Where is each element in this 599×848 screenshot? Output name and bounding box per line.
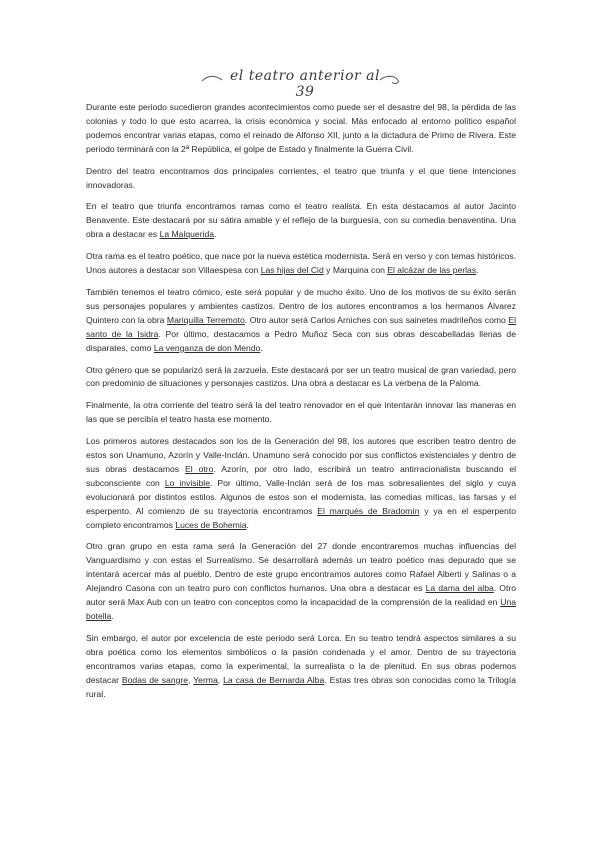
work-title: Las hijas del Cid [260,265,324,276]
paragraph-text: Otro género que se popularizó será la zarzuela. Este destacará por ser un teatro musical de gran variedad, pero con predominio de situaciones y personajes castizos. Una obra a destacar es La verbena de la Paloma. [86,364,516,389]
paragraph-text: Finalmente, la otra corriente del teatro será la del teatro renovador en el que intentarán innovar las maneras en las que se percibía el teatro hasta ese momento. [86,400,516,425]
work-title: Luces de Bohemia [175,519,247,530]
paragraph-text: y ya en el esperpento completo encontramos [86,505,516,530]
paragraph-text: . Otro autor será Carlos Arniches con sus sainetes madrileños como [244,314,509,325]
paragraph-text: . [214,229,217,240]
work-title: Una botella [86,597,516,621]
paragraph-text: En el teatro que triunfa encontramos ramas como el teatro realista. En esta destacamos al autor Jacinto Benavente. Este destacará por su sátira amable y el reflejo de la burguesía, con su comedia benaventina. Una obra a destacar es [86,201,516,240]
paragraph [86,399,516,427]
paragraph-text: . Otro autor será Max Aub con un teatro con conceptos como la incapacidad de la comprensión de la realidad en [86,583,516,608]
work-title: El alcázar de las perlas [387,265,477,276]
paragraph [86,101,516,157]
paragraph [86,200,516,242]
paragraph [86,165,516,193]
paragraph-text: Otra rama es el teatro poético, que nace por la nueva estética modernista. Será en verso y con temas históricos. Unos autores a destacar son Villaespesa con [86,251,516,276]
work-title: La dama del alba [425,583,494,594]
paragraph [86,435,516,532]
paragraph-text: , [188,674,194,685]
paragraph-text: . Por último, destacamos a Pedro Muñoz Seca con sus obras descabelladas llenas de disparates, como [86,328,516,353]
paragraph [86,364,516,392]
title-row [180,66,420,100]
paragraph-text: Durante este periodo sucedieron grandes acontecimientos como puede ser el desastre del 98, la pérdida de las colonias y todo lo que esto acarrea, la crisis económica y social. Más enfocado al entorno político español podemos encontrar varias etapas, como el reinado de Alfonso XII, junto a la dictadura de Primo de Rivera. Este periodo terminará con la 2ª República, el golpe de Estado y finalmente la Guerra Civil. [86,102,516,154]
paragraph-text: . [476,265,479,276]
paragraph-text: . [111,611,114,621]
work-title: Mariquilla Terremoto [166,314,245,325]
work-title: El marqués de Bradomín [317,505,420,516]
paragraph-text: También tenemos el teatro cómico, este será popular y de mucho éxito. Uno de los motivos de su éxito serán sus personajes populares y ambientes castizos. Dentro de los autores encontramos a los hermanos Álvarez Quintero con la obra [86,286,516,325]
page-title: el teatro anterior al 39 [229,68,380,100]
paragraph-text: Los primeros autores destacados son los de la Generación del 98, los autores que escriben teatro dentro de estos son Unamuno, Azorín y Valle-Inclán. Unamuno será conocido por sus conflictos existenciales y dentro de sus obras destacamos [86,436,516,474]
paragraph [86,250,516,278]
paragraph-text: . Azorín, por otro lado, escribirá un teatro antirracionalista buscando el subconsciente con [86,463,517,488]
paragraph-text: . [260,342,263,353]
work-title: La venganza de don Mendo [153,342,261,353]
paragraph-text: . Estas tres obras son conocidas como la Trilogía rural. [86,674,516,699]
work-title: Lo invisible [164,477,210,488]
work-title: La casa de Bernarda Alba [223,674,325,685]
work-title: Yerma [193,674,218,685]
paragraph-text: . [246,519,249,530]
paragraph-text: Otro gran grupo en esta rama será la Generación del 27 donde encontraremos muchas influencias del Vanguardismo y con estas el Surrealismo. Se desarrollará además un teatro poético mas depurado que se intentará acercar más al pueblo. Dentro de este grupo encontramos autores como Rafael Alberti y Salinas o a Alejandro Casona con un teatro puro con conflictos humanos. Una obra a destacar es [86,541,516,594]
work-title: Bodas de sangre [121,674,189,685]
work-title: La Malquerida [159,229,215,240]
document-body [86,101,516,709]
paragraph-text: Sin embargo, el autor por excelencia de este periodo será Lorca. En su teatro tendrá aspectos similares a su obra poética como los elementos simbólicos o la pasión condenada y el amor. Dentro de su trayectoria encontramos varias etapas, como la experimental, la surrealista o la de plenitud. En sus obras podemos destacar [86,632,516,685]
paragraph [86,632,516,702]
paragraph-text: . Por último, Valle-Inclán será de los mas sobresalientes del siglo y cuya evolucionará por distintos estilos. Algunos de estos son el modernista, las comedias míticas, las farsas y el esperpento. Al comienzo de su trayectoria encontramos [86,477,517,516]
paragraph-text: Dentro del teatro encontramos dos principales corrientes, el teatro que triunfa y el que tiene intenciones innovadoras. [86,165,516,190]
paragraph [86,286,516,356]
work-title: El otro [185,463,214,474]
paragraph-text: y Marquina con [323,265,388,276]
paragraph [86,540,516,623]
work-title: El santo de la Isidra [86,314,516,339]
paragraph-text: , [217,674,224,685]
